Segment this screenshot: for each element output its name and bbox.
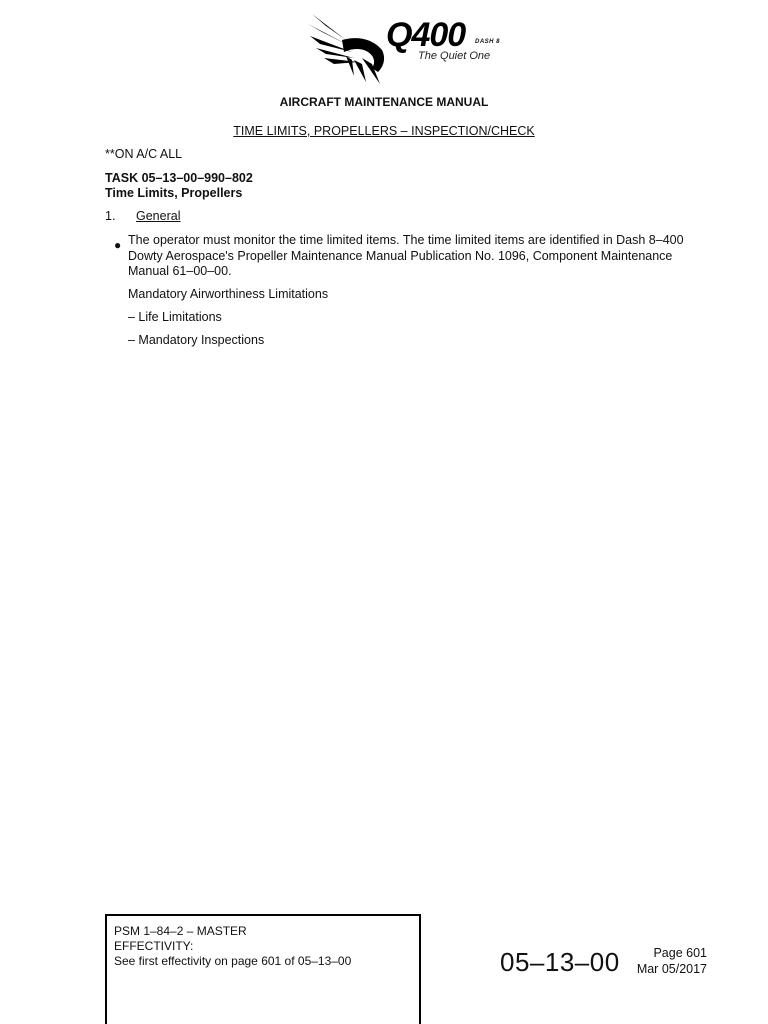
page-number: Page 601 bbox=[653, 946, 707, 960]
logo-tagline: The Quiet One bbox=[418, 50, 491, 62]
body-paragraph: The operator must monitor the time limited items. The time limited items are identified in Dash 8–400 Dowty Aerospace's Propeller Maintenance Manual Publication No. 1096, Component Maintenance Manual 61–00–00. bbox=[128, 233, 684, 278]
list-item-mandatory-inspections: – Mandatory Inspections bbox=[128, 333, 265, 347]
mandatory-title: Mandatory Airworthiness Limitations bbox=[128, 287, 329, 301]
subtask-number: 1. bbox=[105, 209, 116, 223]
subtask-title: General bbox=[136, 209, 181, 223]
q400-logo bbox=[306, 10, 516, 86]
page-date: Mar 05/2017 bbox=[636, 962, 707, 976]
footer-effectivity-text: See first effectivity on page 601 of 05–13–00 bbox=[114, 954, 352, 968]
task-title: Time Limits, Propellers bbox=[105, 186, 243, 200]
footer-effectivity-box bbox=[105, 914, 421, 1024]
list-item-life-limitations: – Life Limitations bbox=[128, 310, 222, 324]
task-number: TASK 05–13–00–990–802 bbox=[105, 171, 253, 185]
manual-title: AIRCRAFT MAINTENANCE MANUAL bbox=[279, 95, 489, 109]
bullet-icon: ● bbox=[114, 238, 122, 252]
footer-effectivity-label: EFFECTIVITY: bbox=[114, 939, 194, 953]
logo-subtitle: DASH 8 bbox=[475, 39, 501, 45]
footer-psm: PSM 1–84–2 – MASTER bbox=[114, 924, 247, 938]
logo-wordmark: Q400 bbox=[386, 16, 466, 54]
effectivity-note: **ON A/C ALL bbox=[105, 147, 183, 161]
section-title: TIME LIMITS, PROPELLERS – INSPECTION/CHECK bbox=[233, 124, 535, 138]
document-number: 05–13–00 bbox=[500, 947, 620, 977]
